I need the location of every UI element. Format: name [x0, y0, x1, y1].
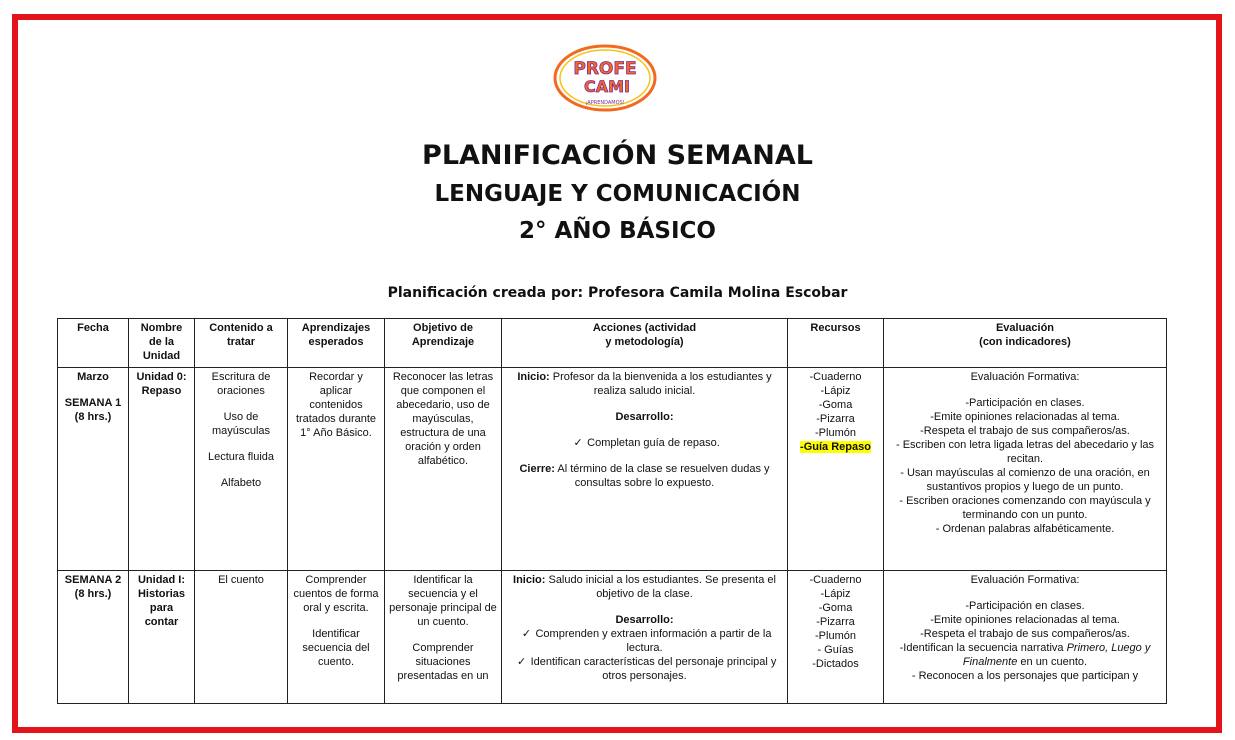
profe-cami-logo [549, 38, 661, 116]
col-recursos: Recursos [788, 319, 884, 368]
week1-contents-cell: Escritura de oraciones Uso de mayúsculas Lectura fluida Alfabeto [195, 368, 288, 571]
svg-text:PROFE: PROFE [573, 59, 637, 79]
table-row [58, 368, 1167, 571]
week2-objective-cell: Identificar la secuencia y el personaje principal de un cuento. Comprender situaciones presentadas en un [385, 571, 502, 704]
week2-actions-cell: Inicio: Saludo inicial a los estudiantes. Se presenta el objetivo de la clase. Desarrollo: ✓ Comprenden y extraen información a partir de la lectura. ✓ Identifican características del personaje principal y otros personajes. [502, 571, 788, 704]
week2-unit-cell: Unidad I: Historias para contar [129, 571, 195, 704]
checkmark-icon: ✓ [516, 656, 527, 668]
week1-date-cell: Marzo SEMANA 1 (8 hrs.) [58, 368, 129, 571]
week1-resources-cell: -Cuaderno -Lápiz -Goma -Pizarra -Plumón -Guía Repaso [788, 368, 884, 571]
week2-resources-cell: -Cuaderno -Lápiz -Goma -Pizarra -Plumón - Guías -Dictados [788, 571, 884, 704]
grade-title: 2° AÑO BÁSICO [518, 218, 716, 244]
week1-actions-cell: Inicio: Profesor da la bienvenida a los estudiantes y realiza saludo inicial. Desarrollo: ✓ Completan guía de repaso. Cierre: Al término de la clase se resuelven dudas y consultas sobre lo expuesto. [502, 368, 788, 571]
col-objetivo: Objetivo de Aprendizaje [385, 319, 502, 368]
svg-text:CAMI: CAMI [584, 77, 630, 96]
col-evaluacion: Evaluación (con indicadores) [884, 319, 1167, 368]
checkmark-icon: ✓ [573, 437, 583, 449]
table-row [58, 571, 1167, 704]
week1-objective-cell: Reconocer las letras que componen el abecedario, uso de mayúsculas, estructura de una oración y orden alfabético. [385, 368, 502, 571]
col-contenido: Contenido a tratar [195, 319, 288, 368]
week2-learning-cell: Comprender cuentos de forma oral y escrita. Identificar secuencia del cuento. [288, 571, 385, 704]
svg-text:¡APRENDAMOS!: ¡APRENDAMOS! [585, 100, 625, 106]
col-fecha: Fecha [58, 319, 129, 368]
week1-evaluation-cell: Evaluación Formativa: -Participación en clases. -Emite opiniones relacionadas al tema. -Respeta el trabajo de sus compañeros/as. - Escriben con letra ligada letras del abecedario y las recitan. - Usan mayúsculas al comienzo de una oración, en sustantivos propios y luego de un punto. - Escriben oraciones comenzando con mayúscula y terminando con un punto. - Ordenan palabras alfabéticamente. [884, 368, 1167, 571]
checkmark-icon: ✓ [521, 628, 532, 640]
page-title: PLANIFICACIÓN SEMANAL [422, 140, 813, 171]
col-acciones: Acciones (actividad y metodología) [502, 319, 788, 368]
planning-table [57, 318, 1167, 704]
col-aprendizajes: Aprendizajes esperados [288, 319, 385, 368]
highlighted-resource: -Guía Repaso [800, 441, 871, 453]
week2-evaluation-cell: Evaluación Formativa: -Participación en clases. -Emite opiniones relacionadas al tema. -Respeta el trabajo de sus compañeros/as. -Identifican la secuencia narrativa Primero, Luego y Finalmente en un cuento. - Reconocen a los personajes que participan y [884, 571, 1167, 704]
subject-title: LENGUAJE Y COMUNICACIÓN [434, 181, 801, 207]
week1-learning-cell: Recordar y aplicar contenidos tratados durante 1° Año Básico. [288, 368, 385, 571]
author-line: Planificación creada por: Profesora Camila Molina Escobar [387, 285, 848, 301]
week2-date-cell: SEMANA 2 (8 hrs.) [58, 571, 129, 704]
week1-unit-cell: Unidad 0: Repaso [129, 368, 195, 571]
col-nombre-unidad: Nombre de la Unidad [129, 319, 195, 368]
table-header-row [58, 319, 1167, 368]
week2-contents-cell: El cuento [195, 571, 288, 704]
